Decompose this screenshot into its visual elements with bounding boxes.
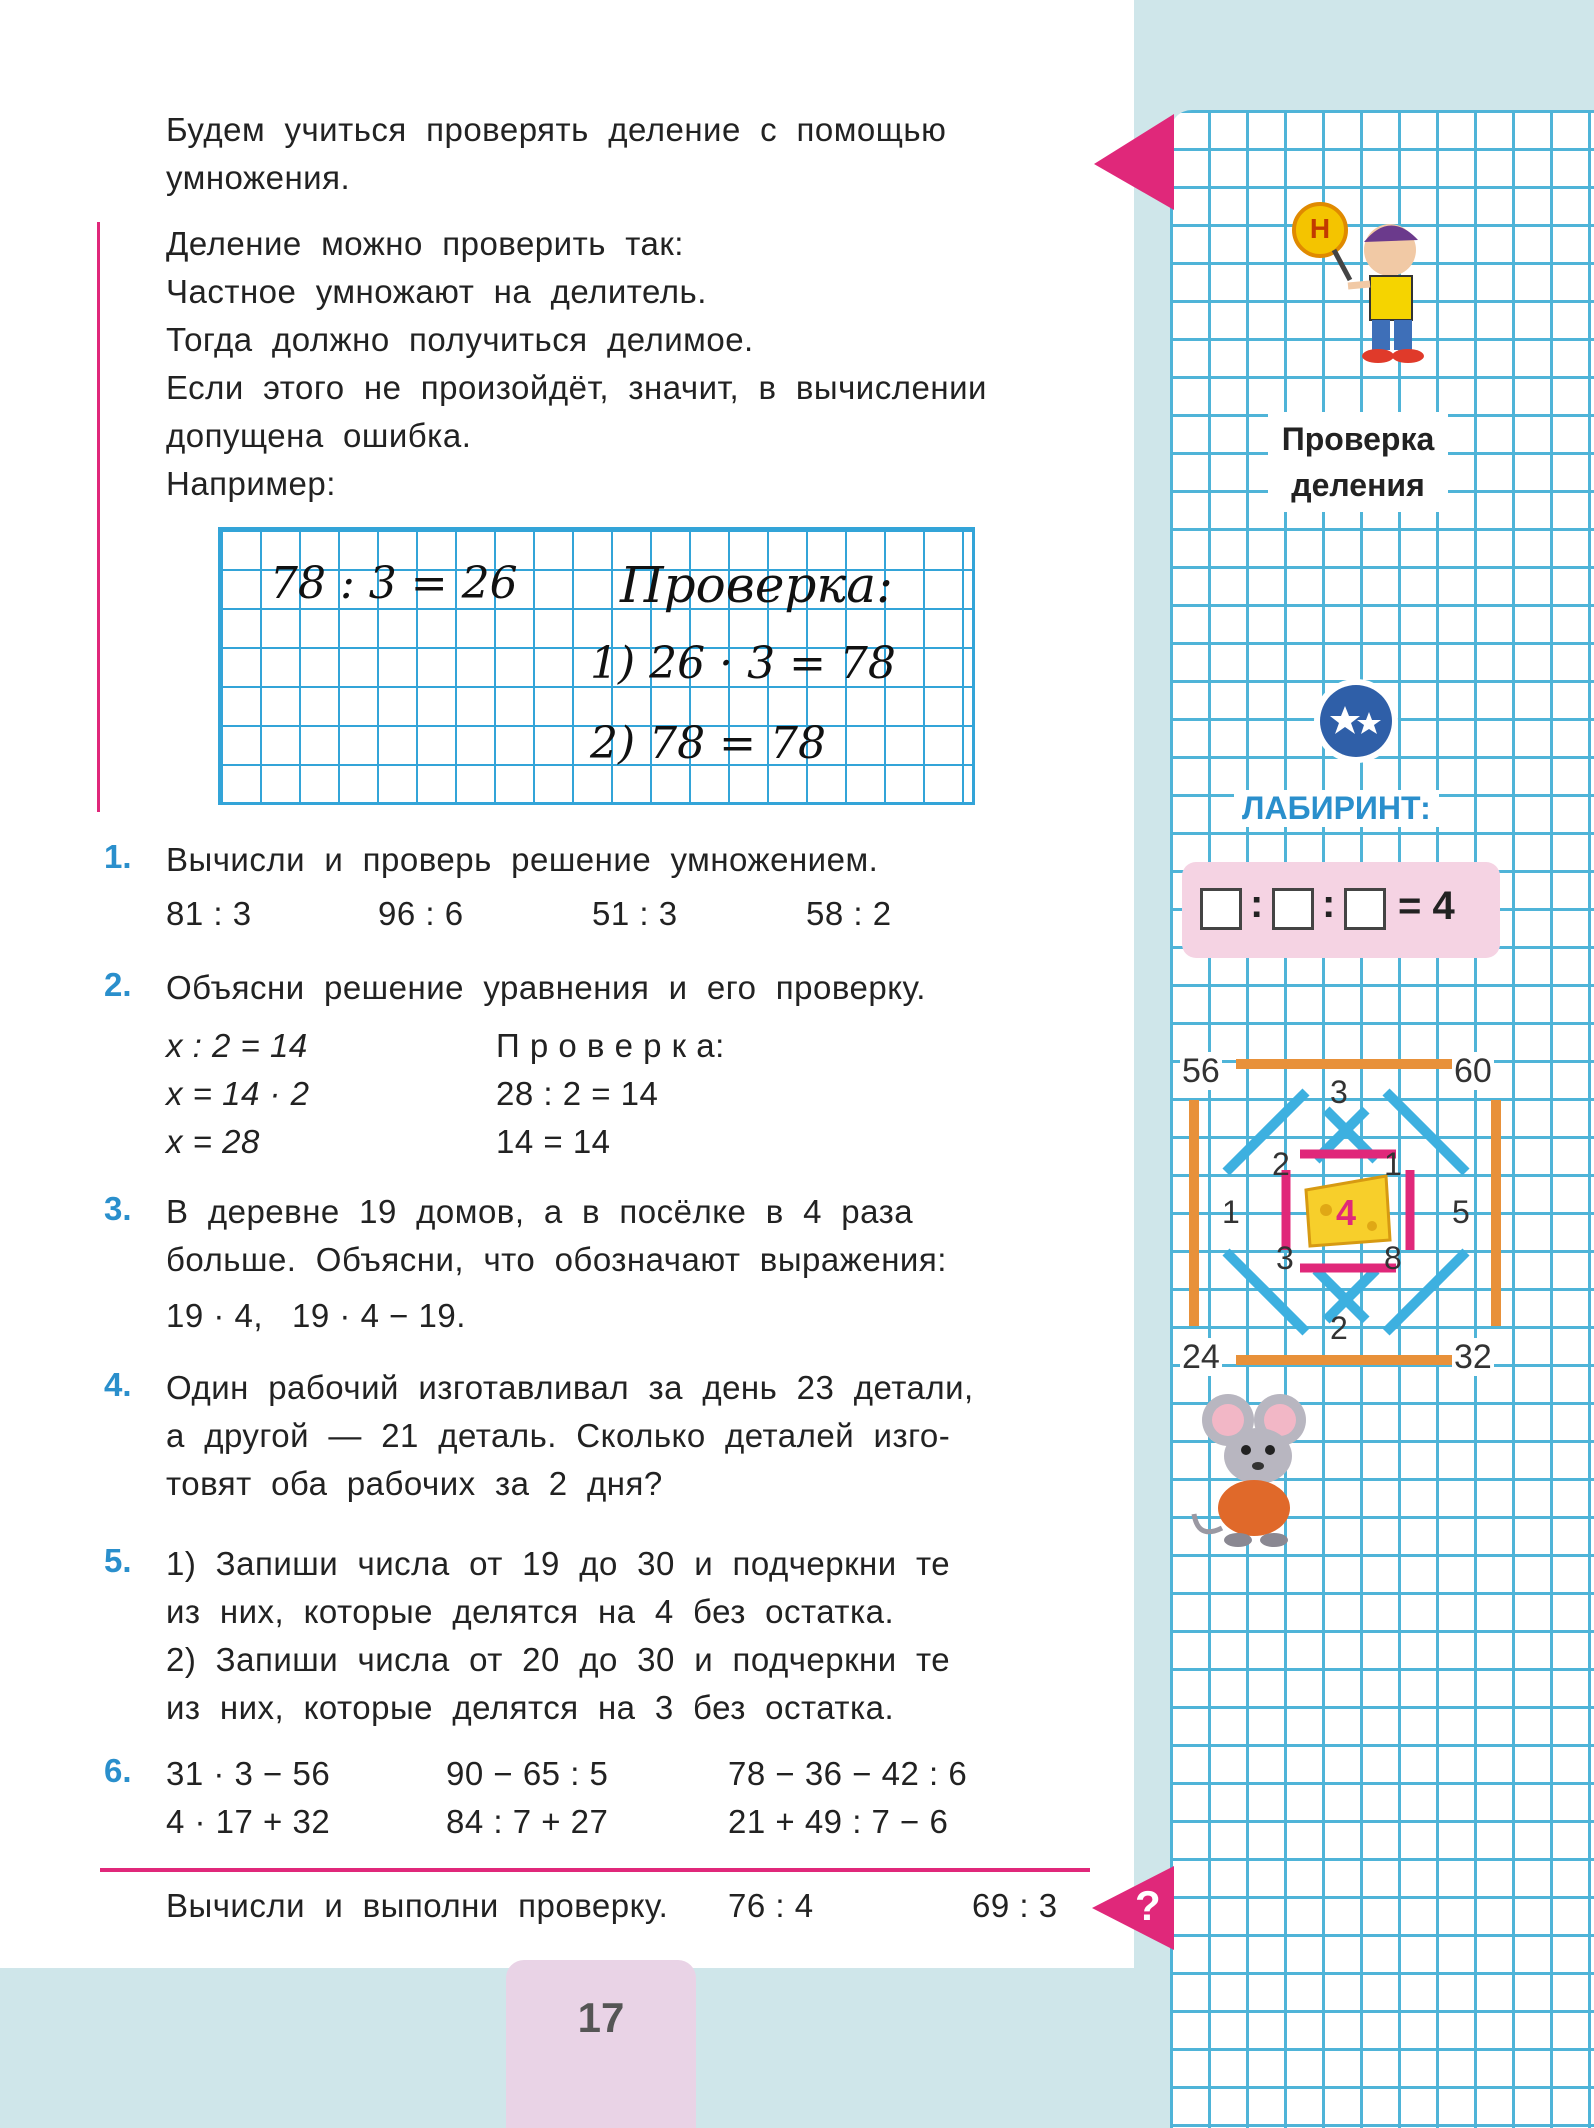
- topic-line-2: деления: [1291, 467, 1425, 503]
- task-2-right-1: 28 : 2 = 14: [496, 1075, 659, 1112]
- intro-pointer: [1094, 114, 1174, 210]
- task-6-expr-2-3: 21 + 49 : 7 − 6: [728, 1803, 949, 1840]
- task-5-line-4: из них, которые делятся на 3 без остатка.: [166, 1689, 895, 1726]
- task-4-line-1: Один рабочий изготавливал за день 23 детали,: [166, 1369, 974, 1406]
- puzzle-square-1: [1200, 888, 1242, 930]
- maze-center: 4: [1335, 1192, 1357, 1233]
- labyrinth-title: ЛАБИРИНТ:: [1234, 790, 1439, 827]
- task-6-expr-1-1: 31 · 3 − 56: [166, 1755, 331, 1792]
- task-2-left-1: x : 2 = 14: [166, 1027, 308, 1064]
- bottom-task-text: Вычисли и выполни проверку.: [166, 1887, 669, 1924]
- bottom-divider: [100, 1868, 1090, 1872]
- maze-inner-3: 3: [1276, 1240, 1294, 1276]
- task-1-number: 1.: [104, 838, 132, 875]
- maze-corner-bl: 24: [1182, 1338, 1220, 1376]
- task-1-expr-2: 96 : 6: [378, 895, 464, 932]
- badge-letter: Н: [1309, 213, 1331, 244]
- maze-inner-1: 2: [1272, 1146, 1290, 1182]
- task-5-line-3: 2) Запиши числа от 20 до 30 и подчеркни те: [166, 1641, 951, 1678]
- topic-label: [1268, 412, 1448, 512]
- task-6-number: 6.: [104, 1752, 132, 1789]
- task-2-number: 2.: [104, 966, 132, 1003]
- task-6-expr-2-1: 4 · 17 + 32: [166, 1803, 331, 1840]
- rule-line-4: Если этого не произойдёт, значит, в вычислении: [166, 369, 987, 406]
- maze-mid-left: 1: [1222, 1194, 1240, 1230]
- task-6-expr-1-3: 78 − 36 − 42 : 6: [728, 1755, 968, 1792]
- bottom-expr-1: 76 : 4: [728, 1887, 814, 1924]
- task-2-right-2: 14 = 14: [496, 1123, 611, 1160]
- task-2-text: Объясни решение уравнения и его проверку.: [166, 969, 926, 1006]
- task-5-line-1: 1) Запиши числа от 19 до 30 и подчеркни те: [166, 1545, 951, 1582]
- rule-line-3: Тогда должно получиться делимое.: [166, 321, 754, 358]
- maze-inner-4: 8: [1384, 1240, 1402, 1276]
- page-number: 17: [577, 1994, 625, 2041]
- task-3-line-3: 19 · 4, 19 · 4 − 19.: [166, 1297, 466, 1334]
- task-1-expr-1: 81 : 3: [166, 895, 252, 932]
- task-3-number: 3.: [104, 1190, 132, 1227]
- maze-corner-tl: 56: [1182, 1052, 1220, 1090]
- task-2-left-3: x = 28: [166, 1123, 260, 1160]
- task-4-line-2: а другой — 21 деталь. Сколько деталей изго-: [166, 1417, 951, 1454]
- maze-inner-2: 1: [1384, 1146, 1402, 1182]
- example-step-2: 2) 78 = 78: [590, 718, 826, 769]
- rule-line-6: Например:: [166, 465, 336, 502]
- maze-mid-bottom: 2: [1330, 1310, 1348, 1346]
- task-6-expr-2-2: 84 : 7 + 27: [446, 1803, 609, 1840]
- example-step-1: 1) 26 · 3 = 78: [590, 638, 896, 689]
- task-1-text: Вычисли и проверь решение умножением.: [166, 841, 879, 878]
- maze-mid-top: 3: [1330, 1074, 1348, 1110]
- task-5-number: 5.: [104, 1542, 132, 1579]
- task-2-left-2: x = 14 · 2: [166, 1075, 310, 1112]
- bottom-pointer: [1092, 1866, 1174, 1950]
- maze-corner-tr: 60: [1454, 1052, 1492, 1090]
- puzzle-result: = 4: [1398, 884, 1455, 928]
- task-5-line-2: из них, которые делятся на 4 без остатка.: [166, 1593, 895, 1630]
- task-1-expr-3: 51 : 3: [592, 895, 678, 932]
- maze-mid-right: 5: [1452, 1194, 1470, 1230]
- intro-line-1: Будем учиться проверять деление с помощью: [166, 111, 947, 148]
- task-3-line-1: В деревне 19 домов, а в посёлке в 4 раза: [166, 1193, 914, 1230]
- task-4-number: 4.: [104, 1366, 132, 1403]
- rule-line-2: Частное умножают на делитель.: [166, 273, 707, 310]
- task-2-check-label: П р о в е р к а:: [496, 1027, 725, 1064]
- stars-badge-icon: [1311, 676, 1401, 766]
- example-check-label: Проверка:: [620, 556, 893, 614]
- puzzle-sep-1: :: [1250, 882, 1264, 926]
- task-3-line-2: больше. Объясни, что обозначают выражения:: [166, 1241, 947, 1278]
- puzzle-sep-2: :: [1322, 882, 1336, 926]
- bottom-expr-2: 69 : 3: [972, 1887, 1058, 1924]
- question-mark: ?: [1135, 1882, 1161, 1929]
- example-equation: 78 : 3 = 26: [270, 558, 518, 609]
- rule-margin-line: [97, 222, 100, 812]
- page-number-tab: [506, 1960, 696, 2128]
- task-1-expr-4: 58 : 2: [806, 895, 892, 932]
- mouse-icon: [1188, 1390, 1328, 1560]
- rule-line-5: допущена ошибка.: [166, 417, 472, 454]
- task-4-line-3: товят оба рабочих за 2 дня?: [166, 1465, 663, 1502]
- task-6-expr-1-2: 90 − 65 : 5: [446, 1755, 609, 1792]
- puzzle-square-3: [1344, 888, 1386, 930]
- intro-line-2: умножения.: [166, 159, 351, 196]
- maze-corner-br: 32: [1454, 1338, 1492, 1376]
- puzzle-square-2: [1272, 888, 1314, 930]
- rule-line-1: Деление можно проверить так:: [166, 225, 684, 262]
- topic-line-1: Проверка: [1281, 421, 1435, 457]
